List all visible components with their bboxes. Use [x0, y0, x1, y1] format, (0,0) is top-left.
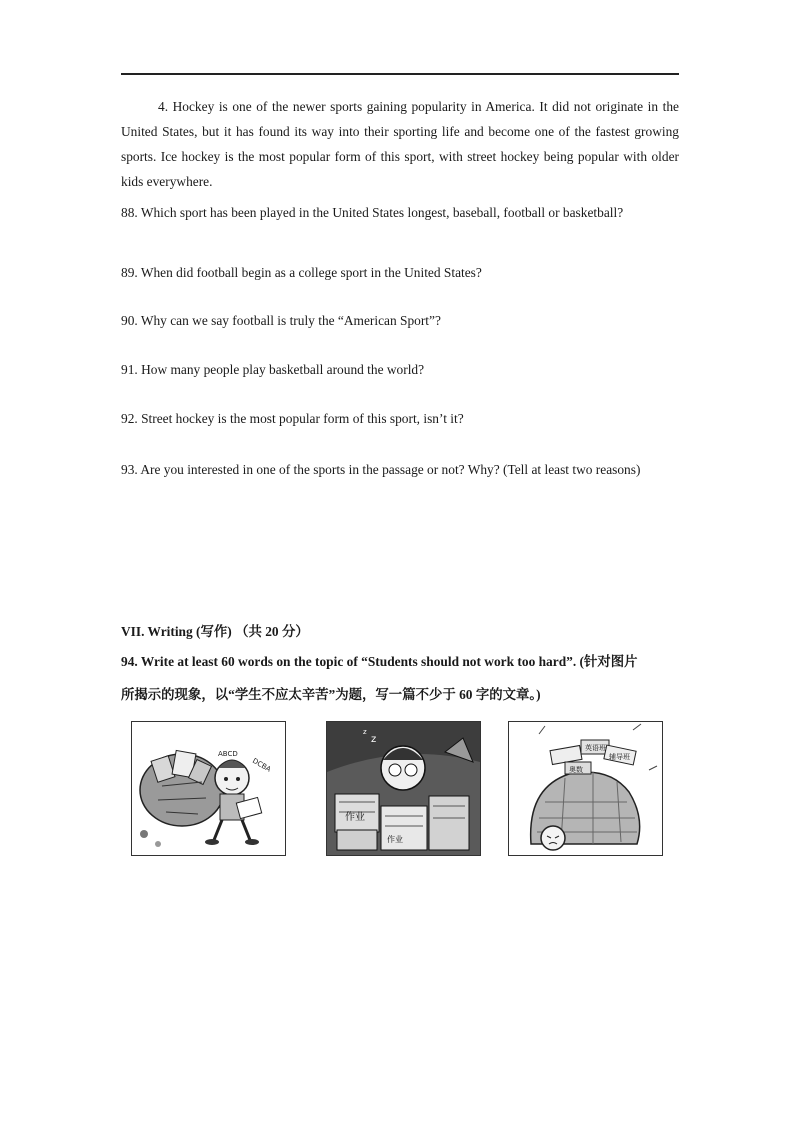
pic2-homework-label-1: 作业	[345, 812, 365, 823]
question-90: 90. Why can we say football is truly the “American Sport”?	[121, 313, 441, 328]
illustration-child-under-classes	[508, 721, 663, 856]
pic2-homework-label-2: 作业	[387, 835, 403, 844]
svg-text:z: z	[363, 728, 367, 736]
pic1-dcba-label: DCBA	[251, 756, 273, 774]
writing-prompt-line-2: 所揭示的现象，以“学生不应太辛苦”为题，写一篇不少于 60 字的文章。)	[121, 687, 541, 702]
question-92: 92. Street hockey is the most popular form of this sport, isn’t it?	[121, 411, 464, 426]
passage-paragraph-4: 4. Hockey is one of the newer sports gaining popularity in America. It did not originate in the United States, but it has found its way into their sporting life and become one of the fastest growing sports. Ice hockey is the most popular form of this sport, with street hockey being popular with older kids everywhere.	[121, 99, 679, 189]
illustration-student-with-homework	[326, 721, 481, 856]
top-rule	[121, 73, 679, 75]
pic3-math-olympiad-label: 奥数	[569, 766, 583, 774]
question-88: 88. Which sport has been played in the United States longest, baseball, football or basketball?	[121, 205, 624, 220]
pic3-english-class-label: 英语班	[585, 744, 606, 752]
pic3-tutoring-class-label: 辅导班	[609, 753, 630, 761]
question-91: 91. How many people play basketball around the world?	[121, 362, 425, 377]
svg-text:z: z	[371, 734, 377, 745]
question-89: 89. When did football begin as a college sport in the United States?	[121, 265, 482, 280]
writing-section-heading: VII. Writing (写作) （共 20 分）	[121, 624, 309, 639]
question-93: 93. Are you interested in one of the sports in the passage or not? Why? (Tell at least two reasons)	[121, 462, 641, 477]
writing-prompt-line-1: 94. Write at least 60 words on the topic of “Students should not work too hard”. (针对图片	[121, 654, 638, 669]
pic1-abcd-label: ABCD	[218, 750, 238, 758]
illustration-boy-with-book-sack	[131, 721, 286, 856]
